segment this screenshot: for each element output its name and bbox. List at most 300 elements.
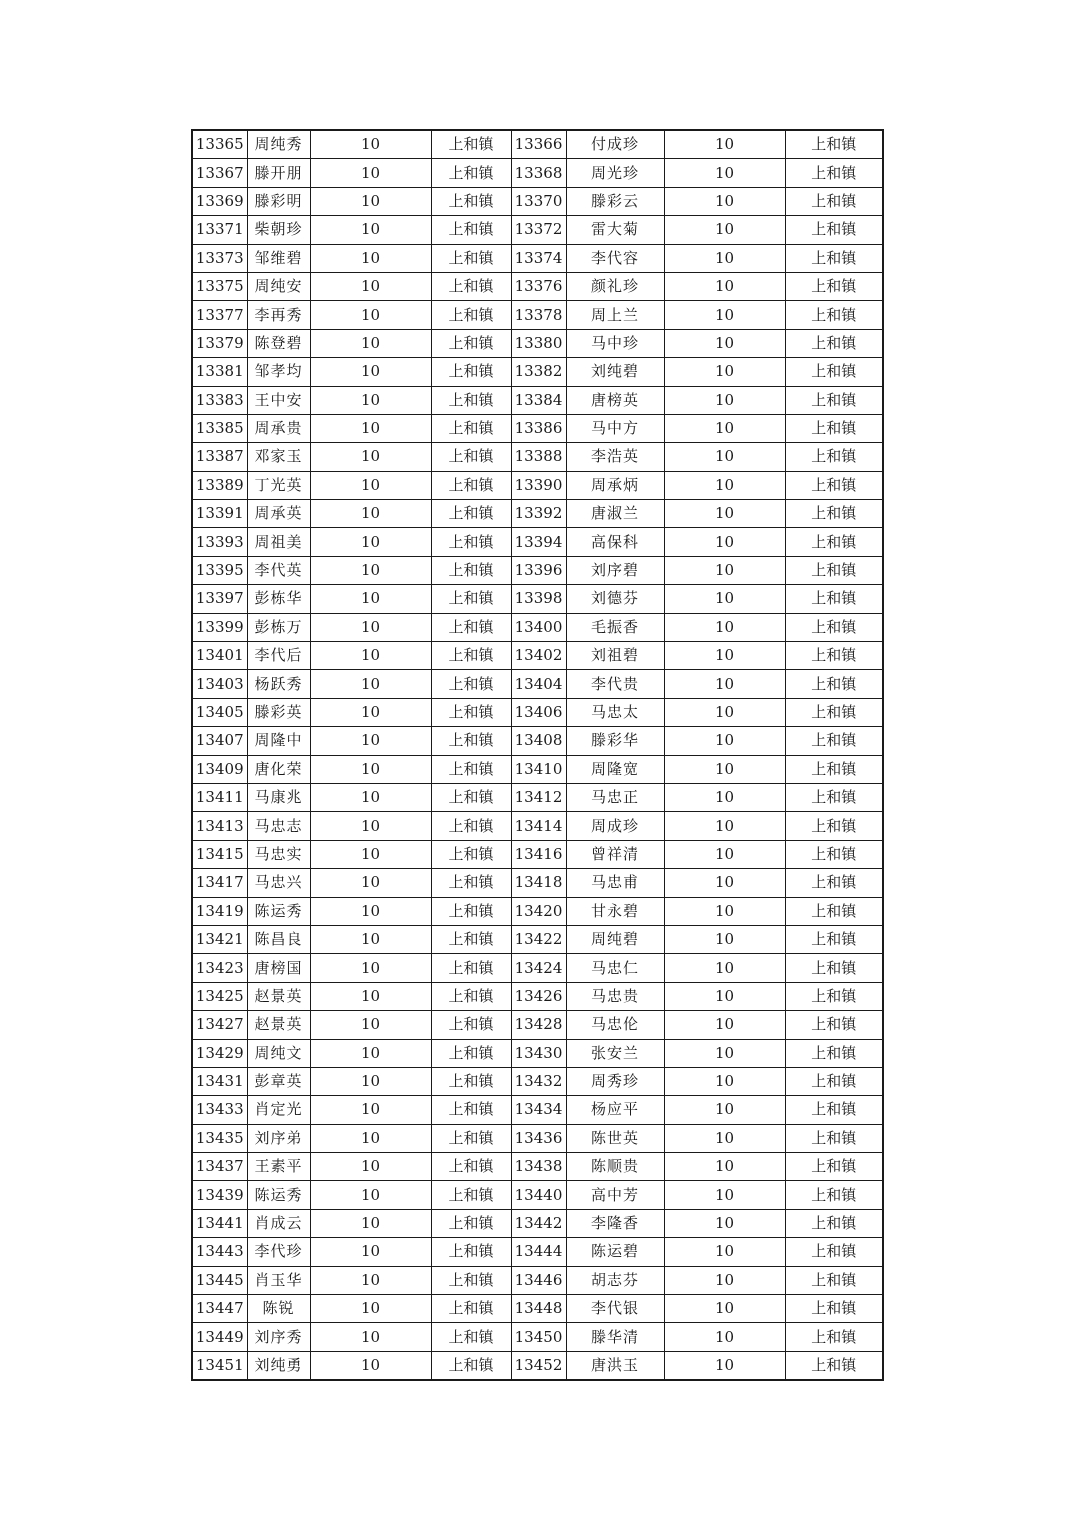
cell-town: 上和镇 — [785, 386, 883, 414]
cell-town: 上和镇 — [431, 414, 511, 442]
table-row — [192, 301, 883, 329]
cell-town: 上和镇 — [785, 812, 883, 840]
cell-town: 上和镇 — [785, 698, 883, 726]
cell-town: 上和镇 — [785, 329, 883, 357]
cell-town: 上和镇 — [785, 783, 883, 811]
cell-town: 上和镇 — [785, 755, 883, 783]
cell-town: 上和镇 — [431, 1011, 511, 1039]
cell-town: 上和镇 — [431, 727, 511, 755]
cell-id: 13429 — [192, 1039, 247, 1067]
cell-town: 上和镇 — [431, 500, 511, 528]
cell-amount: 10 — [310, 1266, 431, 1294]
cell-amount: 10 — [310, 187, 431, 215]
cell-name: 滕彩云 — [566, 187, 664, 215]
cell-amount: 10 — [664, 471, 785, 499]
table-row — [192, 925, 883, 953]
cell-amount: 10 — [310, 130, 431, 159]
cell-id: 13445 — [192, 1266, 247, 1294]
cell-id: 13365 — [192, 130, 247, 159]
cell-town: 上和镇 — [785, 216, 883, 244]
cell-id: 13394 — [511, 528, 566, 556]
cell-amount: 10 — [664, 698, 785, 726]
cell-id: 13433 — [192, 1096, 247, 1124]
cell-id: 13450 — [511, 1323, 566, 1351]
cell-id: 13371 — [192, 216, 247, 244]
table-row — [192, 443, 883, 471]
cell-town: 上和镇 — [431, 528, 511, 556]
table-row — [192, 528, 883, 556]
cell-name: 肖定光 — [247, 1096, 310, 1124]
cell-amount: 10 — [310, 386, 431, 414]
cell-town: 上和镇 — [431, 216, 511, 244]
table-row — [192, 642, 883, 670]
cell-name: 李代容 — [566, 244, 664, 272]
cell-id: 13431 — [192, 1067, 247, 1095]
cell-id: 13446 — [511, 1266, 566, 1294]
cell-id: 13438 — [511, 1153, 566, 1181]
cell-id: 13387 — [192, 443, 247, 471]
cell-id: 13399 — [192, 613, 247, 641]
cell-id: 13442 — [511, 1209, 566, 1237]
cell-name: 彭栋万 — [247, 613, 310, 641]
cell-town: 上和镇 — [431, 642, 511, 670]
cell-town: 上和镇 — [431, 1295, 511, 1323]
cell-id: 13432 — [511, 1067, 566, 1095]
table-row — [192, 1011, 883, 1039]
cell-amount: 10 — [664, 1266, 785, 1294]
cell-town: 上和镇 — [431, 1266, 511, 1294]
cell-name: 李代后 — [247, 642, 310, 670]
cell-id: 13389 — [192, 471, 247, 499]
cell-name: 邓家玉 — [247, 443, 310, 471]
table-row — [192, 358, 883, 386]
cell-id: 13423 — [192, 954, 247, 982]
cell-town: 上和镇 — [431, 897, 511, 925]
cell-amount: 10 — [310, 1323, 431, 1351]
table-row — [192, 1266, 883, 1294]
cell-amount: 10 — [310, 897, 431, 925]
cell-id: 13406 — [511, 698, 566, 726]
cell-amount: 10 — [310, 812, 431, 840]
cell-town: 上和镇 — [785, 1011, 883, 1039]
cell-town: 上和镇 — [431, 1323, 511, 1351]
roster-body — [192, 130, 883, 1380]
cell-name: 邹孝均 — [247, 358, 310, 386]
cell-town: 上和镇 — [431, 358, 511, 386]
cell-amount: 10 — [310, 159, 431, 187]
cell-town: 上和镇 — [431, 1153, 511, 1181]
cell-name: 马忠正 — [566, 783, 664, 811]
cell-amount: 10 — [664, 244, 785, 272]
cell-name: 肖成云 — [247, 1209, 310, 1237]
table-row — [192, 1067, 883, 1095]
cell-amount: 10 — [664, 1323, 785, 1351]
cell-town: 上和镇 — [785, 358, 883, 386]
cell-amount: 10 — [664, 1209, 785, 1237]
cell-town: 上和镇 — [431, 1039, 511, 1067]
cell-name: 柴朝珍 — [247, 216, 310, 244]
cell-name: 杨应平 — [566, 1096, 664, 1124]
cell-id: 13415 — [192, 840, 247, 868]
cell-amount: 10 — [310, 585, 431, 613]
cell-amount: 10 — [310, 471, 431, 499]
cell-id: 13378 — [511, 301, 566, 329]
cell-id: 13368 — [511, 159, 566, 187]
cell-name: 马康兆 — [247, 783, 310, 811]
cell-amount: 10 — [310, 954, 431, 982]
cell-id: 13444 — [511, 1238, 566, 1266]
cell-id: 13404 — [511, 670, 566, 698]
cell-id: 13427 — [192, 1011, 247, 1039]
table-row — [192, 1238, 883, 1266]
cell-id: 13390 — [511, 471, 566, 499]
cell-name: 马忠甫 — [566, 869, 664, 897]
table-row — [192, 556, 883, 584]
cell-amount: 10 — [664, 727, 785, 755]
table-row — [192, 329, 883, 357]
cell-town: 上和镇 — [431, 1209, 511, 1237]
cell-name: 周承炳 — [566, 471, 664, 499]
cell-town: 上和镇 — [785, 1323, 883, 1351]
cell-town: 上和镇 — [431, 301, 511, 329]
cell-name: 陈世英 — [566, 1124, 664, 1152]
cell-town: 上和镇 — [785, 613, 883, 641]
cell-town: 上和镇 — [431, 585, 511, 613]
cell-name: 马忠兴 — [247, 869, 310, 897]
cell-id: 13430 — [511, 1039, 566, 1067]
cell-id: 13413 — [192, 812, 247, 840]
cell-name: 陈登碧 — [247, 329, 310, 357]
cell-name: 陈运秀 — [247, 1181, 310, 1209]
cell-town: 上和镇 — [431, 130, 511, 159]
cell-amount: 10 — [664, 1351, 785, 1380]
cell-town: 上和镇 — [431, 329, 511, 357]
cell-id: 13393 — [192, 528, 247, 556]
cell-amount: 10 — [664, 783, 785, 811]
cell-town: 上和镇 — [785, 556, 883, 584]
cell-amount: 10 — [310, 216, 431, 244]
cell-name: 周纯碧 — [566, 925, 664, 953]
table-row — [192, 216, 883, 244]
table-row — [192, 869, 883, 897]
table-row — [192, 1096, 883, 1124]
cell-town: 上和镇 — [431, 670, 511, 698]
cell-name: 李代贵 — [566, 670, 664, 698]
cell-amount: 10 — [664, 130, 785, 159]
cell-town: 上和镇 — [431, 812, 511, 840]
cell-name: 刘序秀 — [247, 1323, 310, 1351]
cell-name: 周承英 — [247, 500, 310, 528]
cell-amount: 10 — [664, 216, 785, 244]
cell-town: 上和镇 — [785, 1039, 883, 1067]
cell-name: 雷大菊 — [566, 216, 664, 244]
cell-name: 马忠太 — [566, 698, 664, 726]
cell-town: 上和镇 — [785, 925, 883, 953]
cell-town: 上和镇 — [785, 1181, 883, 1209]
table-row — [192, 159, 883, 187]
cell-amount: 10 — [310, 869, 431, 897]
cell-name: 李代银 — [566, 1295, 664, 1323]
cell-id: 13419 — [192, 897, 247, 925]
cell-amount: 10 — [664, 1039, 785, 1067]
cell-town: 上和镇 — [785, 1096, 883, 1124]
cell-amount: 10 — [664, 500, 785, 528]
table-row — [192, 727, 883, 755]
cell-name: 彭章英 — [247, 1067, 310, 1095]
cell-id: 13411 — [192, 783, 247, 811]
cell-amount: 10 — [664, 556, 785, 584]
table-row — [192, 272, 883, 300]
cell-amount: 10 — [310, 840, 431, 868]
cell-id: 13388 — [511, 443, 566, 471]
cell-name: 李隆香 — [566, 1209, 664, 1237]
cell-town: 上和镇 — [431, 925, 511, 953]
cell-id: 13437 — [192, 1153, 247, 1181]
cell-amount: 10 — [664, 1096, 785, 1124]
cell-id: 13379 — [192, 329, 247, 357]
cell-id: 13386 — [511, 414, 566, 442]
cell-id: 13435 — [192, 1124, 247, 1152]
cell-amount: 10 — [664, 358, 785, 386]
cell-town: 上和镇 — [785, 982, 883, 1010]
cell-amount: 10 — [310, 982, 431, 1010]
cell-name: 陈锐 — [247, 1295, 310, 1323]
cell-amount: 10 — [310, 1067, 431, 1095]
cell-name: 唐淑兰 — [566, 500, 664, 528]
cell-name: 马忠贵 — [566, 982, 664, 1010]
cell-town: 上和镇 — [785, 471, 883, 499]
cell-id: 13448 — [511, 1295, 566, 1323]
cell-amount: 10 — [664, 1153, 785, 1181]
cell-id: 13376 — [511, 272, 566, 300]
cell-id: 13439 — [192, 1181, 247, 1209]
cell-amount: 10 — [310, 358, 431, 386]
cell-name: 唐榜国 — [247, 954, 310, 982]
cell-town: 上和镇 — [785, 954, 883, 982]
cell-amount: 10 — [664, 925, 785, 953]
cell-town: 上和镇 — [785, 500, 883, 528]
cell-name: 陈顺贵 — [566, 1153, 664, 1181]
table-row — [192, 812, 883, 840]
cell-town: 上和镇 — [431, 698, 511, 726]
cell-name: 马忠实 — [247, 840, 310, 868]
cell-amount: 10 — [310, 500, 431, 528]
cell-name: 周光珍 — [566, 159, 664, 187]
cell-amount: 10 — [664, 982, 785, 1010]
cell-amount: 10 — [664, 613, 785, 641]
cell-town: 上和镇 — [785, 187, 883, 215]
table-row — [192, 755, 883, 783]
table-row — [192, 1181, 883, 1209]
cell-id: 13401 — [192, 642, 247, 670]
cell-town: 上和镇 — [785, 1124, 883, 1152]
cell-id: 13414 — [511, 812, 566, 840]
cell-name: 周隆中 — [247, 727, 310, 755]
cell-name: 付成珍 — [566, 130, 664, 159]
cell-amount: 10 — [310, 1295, 431, 1323]
cell-id: 13426 — [511, 982, 566, 1010]
table-row — [192, 414, 883, 442]
cell-name: 肖玉华 — [247, 1266, 310, 1294]
cell-name: 李再秀 — [247, 301, 310, 329]
table-row — [192, 187, 883, 215]
cell-amount: 10 — [664, 642, 785, 670]
cell-town: 上和镇 — [431, 755, 511, 783]
cell-amount: 10 — [664, 1067, 785, 1095]
cell-amount: 10 — [664, 755, 785, 783]
cell-amount: 10 — [310, 783, 431, 811]
cell-amount: 10 — [310, 1039, 431, 1067]
cell-amount: 10 — [310, 1351, 431, 1380]
cell-id: 13397 — [192, 585, 247, 613]
cell-name: 周秀珍 — [566, 1067, 664, 1095]
cell-amount: 10 — [664, 897, 785, 925]
cell-name: 甘永碧 — [566, 897, 664, 925]
cell-amount: 10 — [664, 812, 785, 840]
table-row — [192, 613, 883, 641]
cell-amount: 10 — [664, 840, 785, 868]
table-row — [192, 130, 883, 159]
cell-town: 上和镇 — [785, 244, 883, 272]
cell-id: 13377 — [192, 301, 247, 329]
cell-town: 上和镇 — [785, 869, 883, 897]
cell-amount: 10 — [310, 642, 431, 670]
cell-id: 13425 — [192, 982, 247, 1010]
cell-amount: 10 — [310, 727, 431, 755]
cell-id: 13409 — [192, 755, 247, 783]
cell-amount: 10 — [310, 244, 431, 272]
cell-amount: 10 — [664, 187, 785, 215]
cell-name: 马中方 — [566, 414, 664, 442]
cell-id: 13367 — [192, 159, 247, 187]
cell-name: 滕开朋 — [247, 159, 310, 187]
cell-amount: 10 — [664, 301, 785, 329]
cell-town: 上和镇 — [785, 585, 883, 613]
cell-name: 彭栋华 — [247, 585, 310, 613]
cell-name: 滕华清 — [566, 1323, 664, 1351]
cell-amount: 10 — [310, 1124, 431, 1152]
cell-town: 上和镇 — [431, 613, 511, 641]
cell-id: 13407 — [192, 727, 247, 755]
cell-id: 13402 — [511, 642, 566, 670]
table-row — [192, 1351, 883, 1380]
cell-town: 上和镇 — [431, 1181, 511, 1209]
cell-id: 13369 — [192, 187, 247, 215]
cell-name: 赵景英 — [247, 982, 310, 1010]
cell-amount: 10 — [664, 954, 785, 982]
cell-name: 周纯安 — [247, 272, 310, 300]
cell-amount: 10 — [310, 1153, 431, 1181]
cell-town: 上和镇 — [431, 272, 511, 300]
cell-name: 周纯秀 — [247, 130, 310, 159]
table-row — [192, 840, 883, 868]
cell-name: 颜礼珍 — [566, 272, 664, 300]
cell-amount: 10 — [310, 1238, 431, 1266]
cell-amount: 10 — [664, 1238, 785, 1266]
cell-name: 周上兰 — [566, 301, 664, 329]
cell-name: 周纯文 — [247, 1039, 310, 1067]
table-row — [192, 1295, 883, 1323]
cell-id: 13417 — [192, 869, 247, 897]
cell-name: 滕彩英 — [247, 698, 310, 726]
cell-amount: 10 — [664, 386, 785, 414]
cell-name: 刘德芬 — [566, 585, 664, 613]
cell-town: 上和镇 — [431, 159, 511, 187]
cell-name: 丁光英 — [247, 471, 310, 499]
cell-id: 13392 — [511, 500, 566, 528]
cell-town: 上和镇 — [431, 869, 511, 897]
cell-town: 上和镇 — [785, 1295, 883, 1323]
cell-id: 13420 — [511, 897, 566, 925]
cell-id: 13370 — [511, 187, 566, 215]
cell-name: 李代英 — [247, 556, 310, 584]
table-row — [192, 386, 883, 414]
table-row — [192, 585, 883, 613]
table-row — [192, 1323, 883, 1351]
cell-town: 上和镇 — [431, 1351, 511, 1380]
table-row — [192, 1209, 883, 1237]
cell-amount: 10 — [310, 925, 431, 953]
table-row — [192, 500, 883, 528]
cell-town: 上和镇 — [785, 1153, 883, 1181]
cell-id: 13440 — [511, 1181, 566, 1209]
cell-id: 13384 — [511, 386, 566, 414]
cell-amount: 10 — [310, 1209, 431, 1237]
cell-town: 上和镇 — [785, 1209, 883, 1237]
cell-id: 13382 — [511, 358, 566, 386]
cell-town: 上和镇 — [431, 1096, 511, 1124]
cell-town: 上和镇 — [785, 528, 883, 556]
cell-id: 13424 — [511, 954, 566, 982]
cell-amount: 10 — [310, 443, 431, 471]
cell-town: 上和镇 — [785, 443, 883, 471]
cell-amount: 10 — [310, 1096, 431, 1124]
cell-town: 上和镇 — [785, 130, 883, 159]
cell-name: 刘纯碧 — [566, 358, 664, 386]
cell-name: 马中珍 — [566, 329, 664, 357]
cell-id: 13412 — [511, 783, 566, 811]
cell-amount: 10 — [664, 1011, 785, 1039]
cell-id: 13383 — [192, 386, 247, 414]
cell-name: 刘纯勇 — [247, 1351, 310, 1380]
table-row — [192, 1153, 883, 1181]
cell-town: 上和镇 — [785, 301, 883, 329]
cell-town: 上和镇 — [431, 471, 511, 499]
cell-town: 上和镇 — [431, 1238, 511, 1266]
cell-amount: 10 — [664, 670, 785, 698]
cell-town: 上和镇 — [785, 727, 883, 755]
cell-name: 唐洪玉 — [566, 1351, 664, 1380]
cell-id: 13416 — [511, 840, 566, 868]
cell-town: 上和镇 — [431, 1067, 511, 1095]
cell-id: 13428 — [511, 1011, 566, 1039]
cell-name: 周成珍 — [566, 812, 664, 840]
cell-name: 毛振香 — [566, 613, 664, 641]
cell-name: 马忠伦 — [566, 1011, 664, 1039]
cell-id: 13400 — [511, 613, 566, 641]
cell-name: 陈昌良 — [247, 925, 310, 953]
table-row — [192, 1124, 883, 1152]
cell-name: 周隆宽 — [566, 755, 664, 783]
cell-id: 13421 — [192, 925, 247, 953]
table-row — [192, 471, 883, 499]
table-row — [192, 670, 883, 698]
cell-amount: 10 — [664, 869, 785, 897]
cell-id: 13452 — [511, 1351, 566, 1380]
cell-name: 周祖美 — [247, 528, 310, 556]
cell-amount: 10 — [664, 1124, 785, 1152]
cell-amount: 10 — [310, 301, 431, 329]
